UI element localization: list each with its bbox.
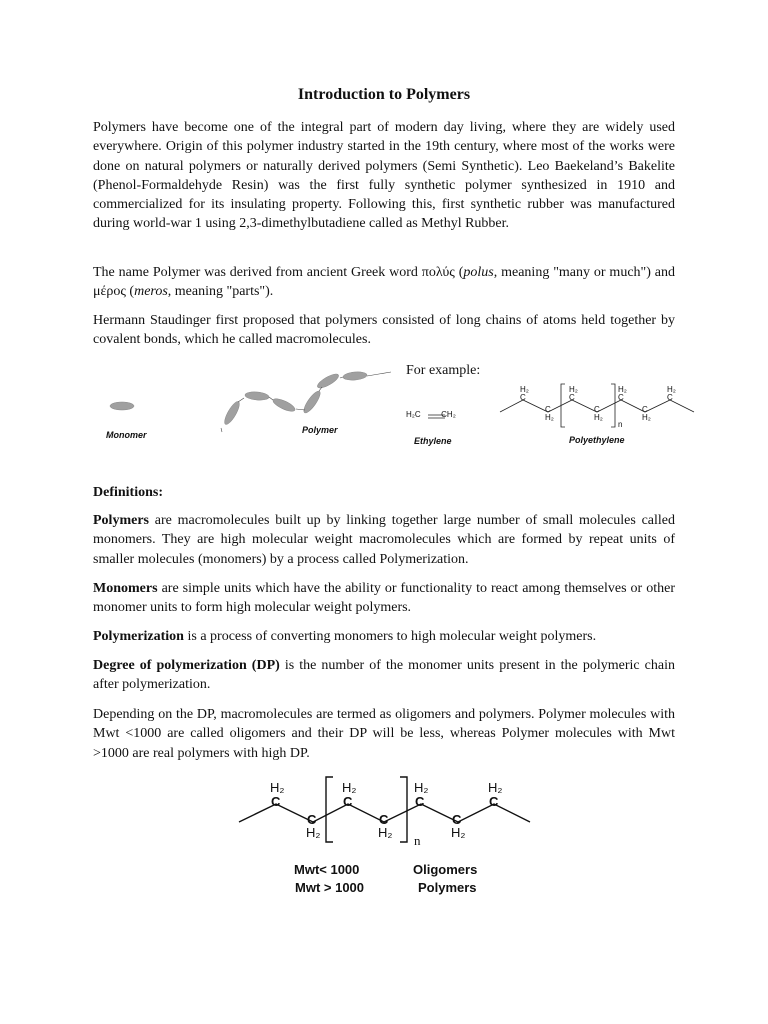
- etymology-text-b: , meaning "many or much") and μέρος (: [93, 265, 675, 300]
- monomer-label: Monomer: [106, 430, 147, 440]
- polymer-label: Polymer: [302, 425, 338, 435]
- definition-monomers-text: are simple units which have the ability or functionality to react among themselves or other monomer units to form high molecular weight polymers.: [93, 581, 675, 616]
- chain-h2-3: H₂: [342, 780, 357, 795]
- pe-h2-3: H₂: [569, 385, 578, 394]
- intro-paragraph: Polymers have become one of the integral part of modern day living, where they are widely used everywhere. Origin of this polymer industry started in the 19th century, where most of the works were done on natural polymers or naturally derived polymers (Semi Synthetic). Leo Baekeland’s Bakelite (Phenol-Formaldehyde Resin) was the first fully synthetic polymer synthesized in 1910 and commercialized for its insulating property. Following this, first synthetic rubber was manufactured during world-war 1 using 2,3-dimethylbutadiene called as Methyl Rubber.: [93, 120, 675, 232]
- chain-h2-1: H₂: [270, 780, 285, 795]
- etymology-text-c: , meaning "parts").: [167, 284, 274, 300]
- definitions-heading-text: Definitions:: [93, 485, 163, 500]
- definition-dp-term: Degree of polymerization (DP): [93, 658, 280, 673]
- ethylene-formula-right: CH₂: [441, 410, 456, 419]
- definition-polymerization-term: Polymerization: [93, 629, 184, 644]
- page-title: Introduction to Polymers: [297, 86, 471, 103]
- chain-h2-7: H₂: [488, 780, 503, 795]
- polyethylene-label: Polyethylene: [569, 435, 625, 445]
- pe-c-1: C: [520, 393, 526, 402]
- pe-c-6: C: [642, 405, 648, 414]
- chain-c-4: C: [379, 812, 389, 827]
- chain-c-2: C: [307, 812, 317, 827]
- pe-h2-5: H₂: [618, 385, 627, 394]
- staudinger-paragraph: Hermann Staudinger first proposed that polymers consisted of long chains of atoms held together by covalent bonds, which he called macromolecules.: [93, 313, 675, 348]
- chain-h2-2: H₂: [306, 825, 321, 840]
- chain-c-3: C: [343, 794, 353, 809]
- pe-h2-4: H₂: [594, 413, 603, 422]
- pe-h2-6: H₂: [642, 413, 651, 422]
- ethylene-label: Ethylene: [414, 436, 452, 446]
- mwt-row1-right: Oligomers: [413, 862, 478, 877]
- chain-c-5: C: [415, 794, 425, 809]
- definition-polymerization-text: is a process of converting monomers to high molecular weight polymers.: [183, 629, 597, 644]
- pe-h2-7: H₂: [667, 385, 676, 394]
- pe-c-7: C: [667, 393, 673, 402]
- chain-c-7: C: [489, 794, 499, 809]
- mwt-row1-left: Mwt< 1000: [294, 862, 360, 877]
- pe-h2-1: H₂: [520, 385, 529, 394]
- mwt-row2-left: Mwt > 1000: [295, 880, 365, 895]
- definition-dp-text: is the number of the monomer units present in the polymeric chain after polymerization.: [93, 658, 675, 693]
- pe-n: n: [618, 420, 623, 429]
- mwt-row2-right: Polymers: [418, 880, 477, 895]
- pe-c-5: C: [618, 393, 624, 402]
- pe-c-2: C: [545, 405, 551, 414]
- definition-monomers-term: Monomers: [93, 581, 158, 596]
- definition-polymers-term: Polymers: [93, 513, 149, 528]
- chain-n: n: [414, 833, 421, 848]
- chain-h2-6: H₂: [451, 825, 466, 840]
- chain-c-1: C: [271, 794, 281, 809]
- pe-h2-2: H₂: [545, 413, 554, 422]
- chain-c-6: C: [452, 812, 462, 827]
- etymology-polus: polus: [463, 265, 494, 280]
- chain-h2-4: H₂: [378, 825, 393, 840]
- etymology-text-a: The name Polymer was derived from ancient Greek word πολύς (: [93, 265, 464, 280]
- etymology-meros: meros: [134, 284, 168, 300]
- dp-paragraph: Depending on the DP, macromolecules are termed as oligomers and polymers. Polymer molecules with Mwt <1000 are called oligomers and their DP will be less, whereas Polymer molecules with Mwt >1000 are real polymers with high DP.: [93, 707, 675, 761]
- ethylene-formula-left: H₂C: [406, 410, 421, 419]
- for-example-label: For example:: [406, 363, 481, 378]
- definition-polymers-text: are macromolecules built up by linking together large number of small molecules called monomers. They are high molecular weight macromolecules which are formed by repeat units of smaller molecules (monomers) by a process called Polymerization.: [93, 513, 675, 567]
- pe-c-3: C: [569, 393, 575, 402]
- chain-h2-5: H₂: [414, 780, 429, 795]
- pe-c-4: C: [594, 405, 600, 414]
